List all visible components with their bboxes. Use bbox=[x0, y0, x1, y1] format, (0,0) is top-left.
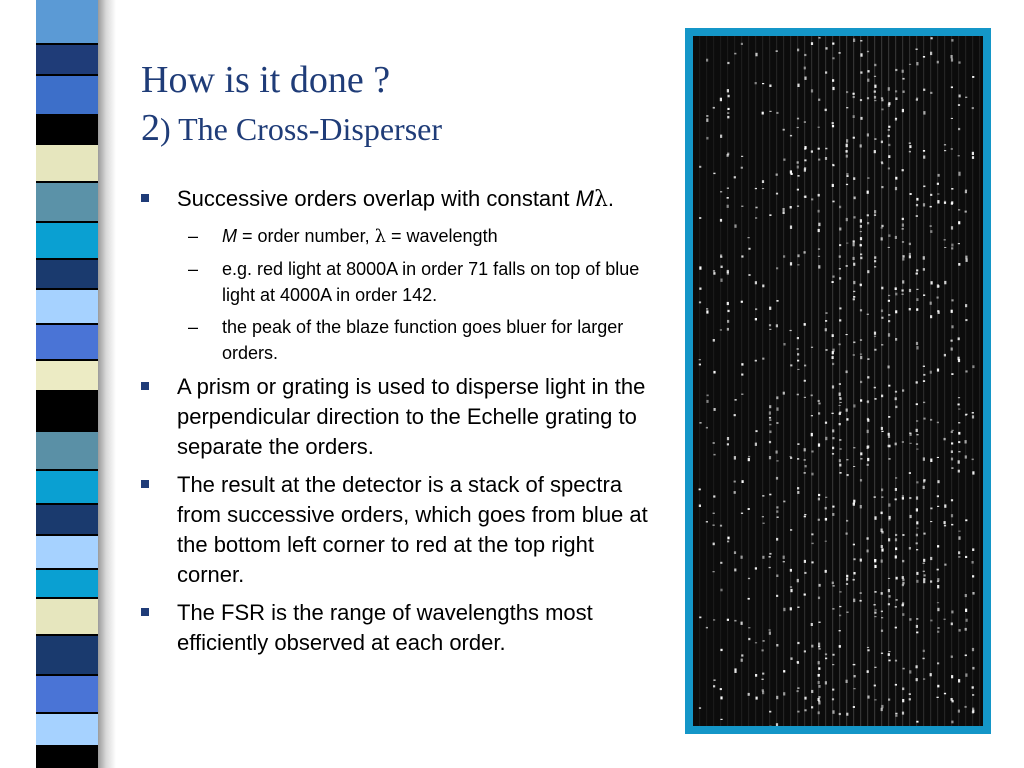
bullet-period: . bbox=[607, 186, 615, 211]
stripe-block bbox=[36, 505, 98, 536]
title-line-2 bbox=[141, 106, 661, 152]
stripe-block bbox=[36, 116, 98, 145]
stripe-block bbox=[36, 676, 98, 714]
sub-bullet-item bbox=[141, 256, 651, 308]
stripe-block bbox=[36, 599, 98, 635]
dash-bullet-icon: – bbox=[188, 226, 199, 246]
stripe-block bbox=[36, 145, 98, 183]
bullet-m-symbol: M bbox=[575, 186, 594, 211]
title-number: 2 bbox=[141, 106, 160, 149]
bullet-text: Successive orders overlap with constant bbox=[177, 186, 576, 211]
bullet-item bbox=[141, 184, 651, 215]
stripe-block bbox=[36, 432, 98, 470]
bullet-item bbox=[141, 372, 651, 462]
decorative-stripe bbox=[36, 0, 98, 768]
bullet-item bbox=[141, 470, 651, 590]
bullet-lambda-symbol: λ bbox=[593, 187, 608, 212]
stripe-block bbox=[36, 223, 98, 259]
square-bullet-icon bbox=[141, 194, 149, 202]
square-bullet-icon bbox=[141, 608, 149, 616]
square-bullet-icon bbox=[141, 480, 149, 488]
stripe-block bbox=[36, 290, 98, 325]
stripe-block bbox=[36, 392, 98, 432]
stripe-block bbox=[36, 471, 98, 506]
sub-bullet-lambda-symbol: λ bbox=[374, 226, 386, 247]
stripe-block bbox=[36, 0, 98, 45]
bullet-list bbox=[141, 184, 651, 666]
stripe-block bbox=[36, 570, 98, 599]
sub-bullet-item bbox=[141, 314, 651, 366]
bullet-item bbox=[141, 598, 651, 658]
stripe-block bbox=[36, 636, 98, 676]
stripe-block bbox=[36, 361, 98, 392]
stripe-block bbox=[36, 183, 98, 223]
bullet-text: A prism or grating is used to disperse light in the perpendicular direction to the Echelle grating to separate the orders. bbox=[177, 374, 646, 459]
stripe-block bbox=[36, 76, 98, 116]
stripe-block bbox=[36, 714, 98, 747]
title-subtitle: ) The Cross-Disperser bbox=[160, 110, 443, 147]
spectrum-image-frame bbox=[685, 28, 991, 734]
sub-bullet-text: e.g. red light at 8000A in order 71 falls on top of blue light at 4000A in order 142. bbox=[222, 259, 640, 305]
sub-bullet-text-2: = wavelength bbox=[386, 226, 498, 246]
dash-bullet-icon: – bbox=[188, 259, 199, 279]
sub-bullet-list bbox=[141, 223, 651, 366]
square-bullet-icon bbox=[141, 382, 149, 390]
sub-bullet-m-symbol: M bbox=[222, 226, 237, 246]
stripe-block bbox=[36, 260, 98, 291]
sub-bullet-text: the peak of the blaze function goes bluer for larger orders. bbox=[222, 317, 624, 363]
sub-bullet-text: = order number, bbox=[237, 226, 375, 246]
title-line-1: How is it done ? bbox=[141, 59, 391, 101]
slide-title bbox=[141, 58, 661, 151]
dash-bullet-icon: – bbox=[188, 317, 199, 337]
sub-bullet-item bbox=[141, 223, 651, 250]
stripe-block bbox=[36, 45, 98, 76]
bullet-text: The result at the detector is a stack of spectra from successive orders, which goes from blue at the bottom left corner to red at the top right corner. bbox=[177, 472, 648, 587]
stripe-block bbox=[36, 747, 98, 768]
stripe-block bbox=[36, 536, 98, 571]
stripe-shadow bbox=[98, 0, 116, 768]
stripe-block bbox=[36, 325, 98, 361]
bullet-text: The FSR is the range of wavelengths most efficiently observed at each order. bbox=[177, 600, 593, 655]
echelle-spectrum-image bbox=[693, 36, 983, 726]
